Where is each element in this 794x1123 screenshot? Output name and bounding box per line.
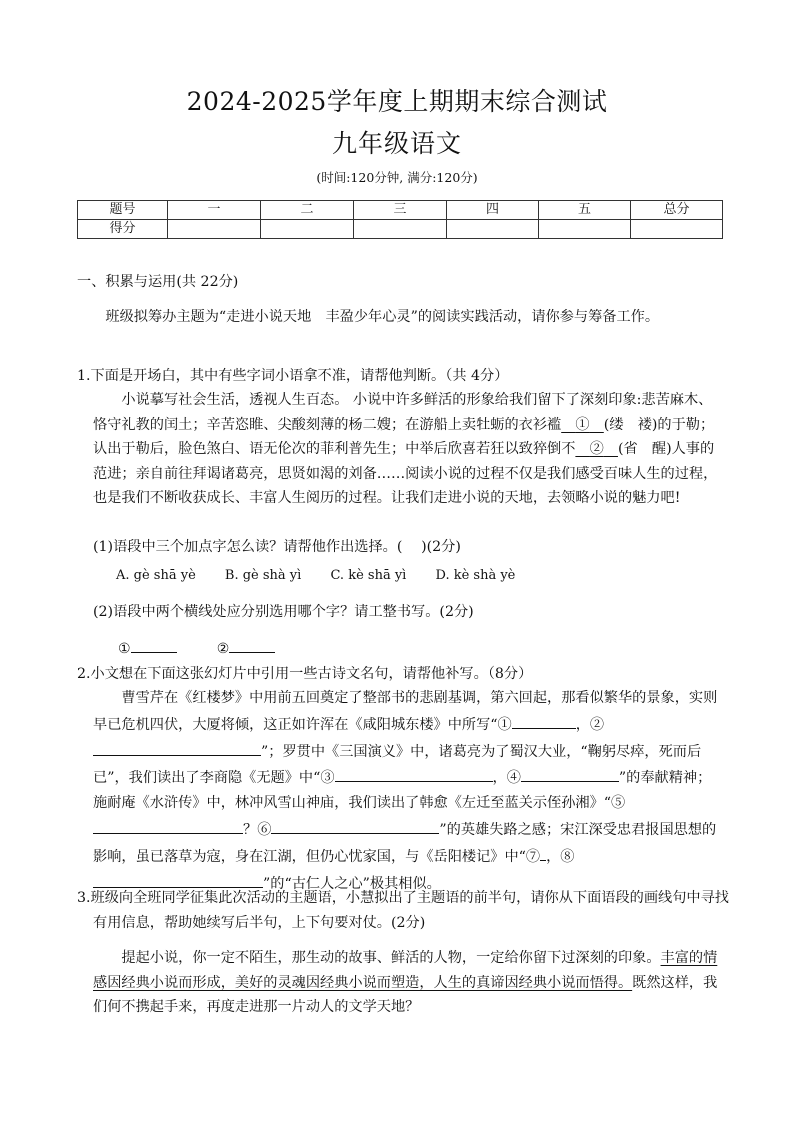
score-row-label: 得分: [78, 220, 168, 239]
score-cell[interactable]: [631, 220, 723, 239]
q1-options: [116, 568, 540, 583]
q2-text-6: ？⑥: [243, 821, 272, 838]
q1-passage-part2: (缕 褛)的于勒；认出于勒后，脸色煞白、语无伦次的菲利普先生；中举后欣喜若狂以致猝倒不: [93, 416, 715, 457]
section1-heading: 一、积累与运用(共 22分): [77, 274, 239, 290]
q3-text-1: 提起小说，你一定不陌生，那生动的故事、鲜活的人物，一定给你留下过深刻的印象。: [121, 950, 661, 966]
q1-sub2: (2)语段中两个横线处应分别选用哪个字？请工整书写。(2分): [93, 604, 474, 620]
blank-2[interactable]: [575, 441, 618, 457]
q3-passage: [93, 946, 722, 1020]
q3-text-2: 既然这样，我们何不携起手来，再度走进那一片动人的文学天地？: [93, 974, 718, 1015]
q1-stem: 1.下面是开场白，其中有些字词小语拿不准，请帮他判断。（共 4分）: [77, 368, 509, 384]
q2-text-8: ，⑧: [546, 848, 575, 865]
answer-label-2: ②: [216, 641, 230, 657]
q1-passage: [93, 388, 722, 511]
score-cell[interactable]: [168, 220, 261, 239]
score-cell[interactable]: [354, 220, 447, 239]
score-header-cell: 三: [354, 201, 447, 220]
q2-blank-5[interactable]: [93, 816, 243, 834]
q1-sub1: (1)语段中三个加点字怎么读？请帮他作出选择。( )(2分): [93, 539, 461, 555]
option-c[interactable]: C. kè shā yì: [330, 568, 407, 583]
score-cell[interactable]: [447, 220, 539, 239]
blank-1-label: ①: [575, 416, 590, 433]
q2-blank-4[interactable]: [521, 764, 619, 782]
score-header-cell: 总分: [631, 201, 723, 220]
exam-subtitle: 九年级语文: [331, 129, 462, 158]
q1-passage-part3: (省 醒)人事的范进；亲自前往拜谒诸葛亮，思贤如渴的刘备……阅读小说的过程不仅是我们感受百味人生的过程，也是我们不断收获成长、丰富人生阅历的过程。让我们走进小说的天地，去领略小说的魅力吧!: [93, 441, 718, 506]
q2-text-5: ”的奉献精神；施耐庵《水浒传》中，林冲风雪山神庙，我们读出了韩愈《左迁至蓝关示侄孙湘》“⑤: [93, 770, 712, 812]
q3-stem: 3.班级向全班同学征集此次活动的主题语，小慧拟出了主题语的前半句，请你从下面语段的画线句中寻找有用信息，帮助她续写后半句，上下句要对仗。(2分): [77, 890, 729, 931]
score-cell[interactable]: [539, 220, 631, 239]
blank-2-label: ②: [589, 441, 604, 457]
q2-text-1: 曹雪芹在《红楼梦》中用前五回奠定了整部书的悲剧基调，第六回起，那看似繁华的景象，实则早已危机四伏，大厦将倾，这正如许浑在《咸阳城东楼》中所写“①: [93, 690, 718, 733]
score-table: [77, 200, 723, 239]
q2-text-3: ”；罗贯中《三国演义》中，诸葛亮为了蜀汉大业，“鞠躬尽瘁，死而后已”，我们读出了李商隐《无题》中“③: [93, 743, 702, 787]
score-header-cell: 二: [261, 201, 354, 220]
option-a[interactable]: A. gè shā yè: [116, 568, 196, 583]
score-cell[interactable]: [261, 220, 354, 239]
q2-blank-8[interactable]: [93, 870, 263, 888]
q2-text-2: ，②: [575, 716, 605, 733]
q2-text-9: ”的“古仁人之心”极其相似。: [263, 875, 441, 892]
score-header-cell: 五: [539, 201, 631, 220]
answer-line-1[interactable]: [131, 635, 177, 653]
answer-line-2[interactable]: [229, 635, 275, 653]
q2-blank-6[interactable]: [271, 816, 439, 834]
option-d[interactable]: D. kè shà yè: [435, 568, 516, 583]
q2-text-4: ，④: [492, 770, 521, 787]
q2-text-7: ”的英雄失路之感；宋江深受忠君报国思想的影响，虽已落草为寇，身在江湖，但仍心忧家国，与《岳阳楼记》中“⑦: [93, 821, 717, 865]
q1-answer-lines: [118, 635, 418, 661]
q2-blank-1[interactable]: [512, 711, 576, 729]
q2-stem: 2.小文想在下面这张幻灯片中引用一些古诗文名句，请帮他补写。（8分）: [77, 666, 533, 682]
q1-passage-part1: 小说摹写社会生活，透视人生百态。 小说中许多鲜活的形象给我们留下了深刻印象:悲苦麻木、恪守礼教的闰土；辛苦恣睢、尖酸刻薄的杨二嫂；在游船上卖牡蛎的衣衫褴: [93, 392, 713, 433]
option-b[interactable]: B. gè shà yì: [224, 568, 302, 583]
answer-label-1: ①: [118, 641, 131, 657]
time-info: (时间:120分钟, 满分:120分): [316, 170, 478, 185]
score-header-cell: 四: [447, 201, 539, 220]
q3-underlined-sentence: 丰富的情感因经典小说而形成，美好的灵魂因经典小说而塑造，人生的真谛因经典小说而悟得。: [93, 950, 718, 991]
score-row: [78, 220, 723, 239]
section1-intro: 班级拟筹办主题为“走进小说天地 丰盈少年心灵”的阅读实践活动，请你参与筹备工作。: [105, 309, 660, 325]
q2-blank-2[interactable]: [93, 738, 261, 756]
score-header-cell: 题号: [78, 201, 168, 220]
score-header-row: [78, 201, 723, 220]
q2-blank-3[interactable]: [335, 764, 493, 782]
q2-passage: [93, 686, 722, 896]
exam-title: 2024-2025学年度上期期末综合测试: [186, 87, 608, 116]
score-header-cell: 一: [168, 201, 261, 220]
blank-1[interactable]: [561, 417, 604, 433]
